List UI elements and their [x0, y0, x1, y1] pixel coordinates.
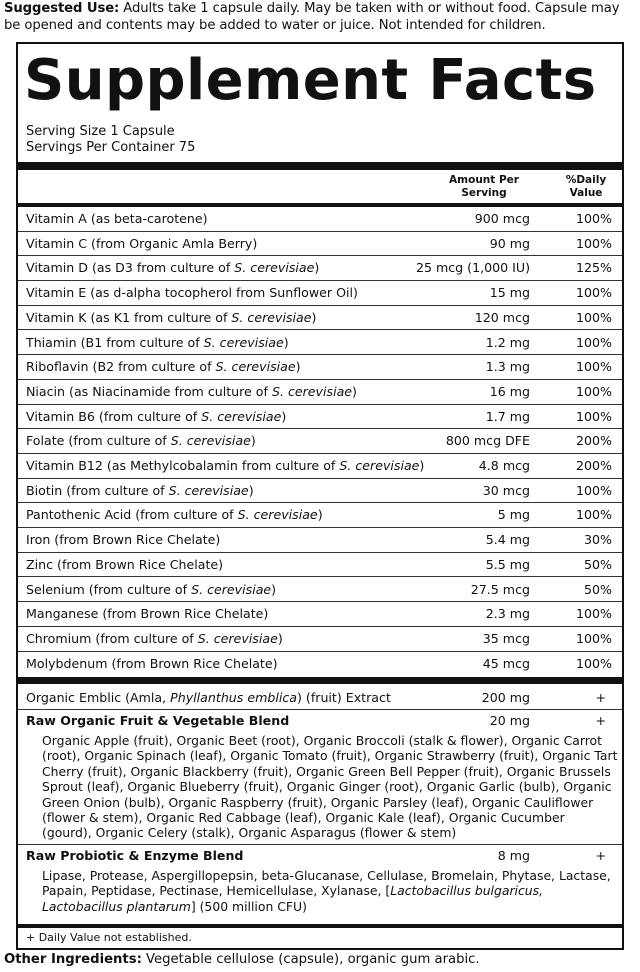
probiotic-blend-dv: + — [595, 848, 606, 863]
nutrient-row — [18, 479, 622, 504]
probiotic-blend-name: Raw Probiotic & Enzyme Blend — [26, 848, 244, 863]
divider-thick — [18, 677, 622, 684]
nutrient-row — [18, 232, 622, 257]
nutrient-name: Molybdenum (from Brown Rice Chelate) — [26, 655, 278, 671]
nutrient-amount: 2.3 mg — [485, 606, 530, 622]
nutrient-row — [18, 528, 622, 553]
nutrient-row — [18, 380, 622, 405]
serving-size: Serving Size 1 Capsule — [26, 124, 175, 139]
fruit-blend-ingredients: Organic Apple (fruit), Organic Beet (root), Organic Broccoli (stalk & flower), Organic Carrot (root), Organic Spinach (leaf), Organic Tomato (fruit), Organic Strawberry (fruit), Organic Tart Cherry (fruit), Organic Blackberry (fruit), Organic Green Bell Pepper (fruit), Organic Brussels Sprout (leaf), Organic Blueberry (fruit), Organic Ginger (root), Organic Garlic (bulb), Organic Green Onion (bulb), Organic Raspberry (fruit), Organic Parsley (leaf), Organic Cauliflower (flower & stem), Organic Red Cabbage (leaf), Organic Kale (leaf), Organic Cucumber (gourd), Organic Celery (stalk), Organic Asparagus (flower & stem) — [42, 733, 618, 841]
probiotic-blend-row — [18, 845, 622, 866]
nutrient-daily-value: 100% — [575, 507, 612, 523]
nutrient-amount: 900 mcg — [474, 211, 530, 226]
nutrient-name: Pantothenic Acid (from culture of S. cerevisiae) — [26, 507, 323, 523]
nutrient-daily-value: 100% — [575, 482, 612, 498]
nutrient-daily-value: 100% — [575, 211, 612, 226]
nutrient-daily-value: 100% — [575, 630, 612, 646]
nutrient-row — [18, 331, 622, 356]
supplement-facts-panel — [16, 42, 624, 950]
emblic-name: Organic Emblic (Amla, Phyllanthus emblica) (fruit) Extract — [26, 690, 391, 705]
nutrient-amount: 800 mcg DFE — [445, 433, 530, 449]
probiotic-blend-ingredients: Lipase, Protease, Aspergillopepsin, beta-Glucanase, Cellulase, Bromelain, Phytase, Lactase, Papain, Peptidase, Pectinase, Hemicellulase, Xylanase, [Lactobacillus bulgaricus, Lactobacillus plantarum] (500 million CFU) — [42, 868, 611, 914]
nutrient-amount: 1.3 mg — [485, 359, 530, 375]
nutrient-row — [18, 207, 622, 232]
other-ingredients-text: Vegetable cellulose (capsule), organic gum arabic. — [141, 952, 480, 967]
nutrient-amount: 4.8 mcg — [478, 458, 530, 473]
nutrient-daily-value: 30% — [584, 532, 612, 548]
nutrient-daily-value: 100% — [575, 655, 612, 671]
divider-thick — [18, 162, 622, 170]
nutrient-row — [18, 256, 622, 281]
emblic-row — [18, 687, 622, 708]
nutrient-row — [18, 405, 622, 430]
panel-title: Supplement Facts — [24, 48, 597, 113]
nutrient-row — [18, 553, 622, 578]
nutrient-amount: 5 mg — [497, 507, 530, 523]
nutrient-daily-value: 200% — [575, 433, 612, 449]
nutrient-row — [18, 281, 622, 306]
servings-per-container: Servings Per Container 75 — [26, 140, 196, 155]
nutrient-daily-value: 50% — [584, 581, 612, 597]
nutrient-name: Vitamin B12 (as Methylcobalamin from culture of S. cerevisiae) — [26, 458, 425, 473]
nutrient-name: Manganese (from Brown Rice Chelate) — [26, 606, 269, 622]
nutrient-name: Vitamin D (as D3 from culture of S. cerevisiae) — [26, 260, 320, 276]
nutrient-amount: 35 mcg — [482, 630, 530, 646]
nutrient-daily-value: 100% — [575, 285, 612, 301]
nutrient-amount: 30 mcg — [482, 482, 530, 498]
emblic-dv: + — [595, 690, 606, 705]
fruit-blend-name: Raw Organic Fruit & Vegetable Blend — [26, 713, 290, 728]
nutrient-name: Vitamin B6 (from culture of S. cerevisiae) — [26, 408, 287, 424]
header-amount-per-serving: Amount Per Serving — [449, 174, 519, 199]
nutrient-name: Selenium (from culture of S. cerevisiae) — [26, 581, 277, 597]
footnote: + Daily Value not established. — [26, 931, 192, 944]
nutrient-amount: 1.2 mg — [485, 334, 530, 350]
fruit-blend-amount: 20 mg — [489, 713, 530, 728]
other-ingredients — [4, 951, 636, 969]
nutrient-amount: 16 mg — [489, 383, 530, 399]
nutrient-name: Vitamin K (as K1 from culture of S. cerevisiae) — [26, 309, 317, 325]
nutrient-row — [18, 652, 622, 677]
nutrient-name: Iron (from Brown Rice Chelate) — [26, 532, 221, 548]
nutrient-amount: 25 mcg (1,000 IU) — [415, 260, 530, 276]
suggested-use-label: Suggested Use: — [4, 1, 120, 16]
nutrient-row — [18, 602, 622, 627]
nutrient-daily-value: 100% — [575, 408, 612, 424]
nutrient-row — [18, 627, 622, 652]
nutrient-daily-value: 100% — [575, 334, 612, 350]
nutrient-name: Zinc (from Brown Rice Chelate) — [26, 556, 224, 572]
nutrient-amount: 27.5 mcg — [470, 581, 530, 597]
nutrient-daily-value: 125% — [575, 260, 612, 276]
nutrient-name: Thiamin (B1 from culture of S. cerevisiae) — [26, 334, 289, 350]
nutrient-daily-value: 100% — [575, 383, 612, 399]
suggested-use — [4, 0, 636, 34]
nutrient-row — [18, 503, 622, 528]
fruit-blend-dv: + — [595, 713, 606, 728]
nutrient-amount: 5.5 mg — [485, 556, 530, 572]
nutrient-daily-value: 100% — [575, 359, 612, 375]
nutrient-daily-value: 200% — [575, 458, 612, 473]
nutrient-amount: 90 mg — [489, 235, 530, 251]
nutrient-name: Chromium (from culture of S. cerevisiae) — [26, 630, 283, 646]
nutrient-row — [18, 429, 622, 454]
nutrient-name: Folate (from culture of S. cerevisiae) — [26, 433, 256, 449]
nutrient-name: Vitamin E (as d-alpha tocopherol from Sunflower Oil) — [26, 285, 358, 301]
nutrient-amount: 5.4 mg — [485, 532, 530, 548]
suggested-use-text: Adults take 1 capsule daily. May be taken with or without food. Capsule may be opened and contents may be added to water or juice. Not intended for children. — [4, 1, 620, 33]
nutrient-amount: 45 mcg — [482, 655, 530, 671]
nutrient-row — [18, 578, 622, 603]
nutrient-daily-value: 50% — [584, 556, 612, 572]
nutrient-row — [18, 454, 622, 479]
emblic-amount: 200 mg — [481, 690, 530, 705]
nutrient-amount: 15 mg — [489, 285, 530, 301]
nutrient-amount: 120 mcg — [474, 309, 530, 325]
nutrient-name: Vitamin C (from Organic Amla Berry) — [26, 235, 258, 251]
other-ingredients-label: Other Ingredients: — [4, 952, 142, 967]
nutrient-name: Riboflavin (B2 from culture of S. cerevisiae) — [26, 359, 301, 375]
nutrient-daily-value: 100% — [575, 235, 612, 251]
probiotic-blend-amount: 8 mg — [497, 848, 530, 863]
nutrient-name: Biotin (from culture of S. cerevisiae) — [26, 482, 254, 498]
divider-medium — [18, 924, 622, 928]
nutrient-name: Niacin (as Niacinamide from culture of S. cerevisiae) — [26, 383, 357, 399]
nutrient-row — [18, 306, 622, 331]
nutrient-amount: 1.7 mg — [485, 408, 530, 424]
nutrient-daily-value: 100% — [575, 606, 612, 622]
header-daily-value: %Daily Value — [565, 174, 607, 199]
fruit-blend-row — [18, 710, 622, 731]
nutrient-daily-value: 100% — [575, 309, 612, 325]
nutrient-row — [18, 355, 622, 380]
nutrient-name: Vitamin A (as beta-carotene) — [26, 211, 208, 226]
